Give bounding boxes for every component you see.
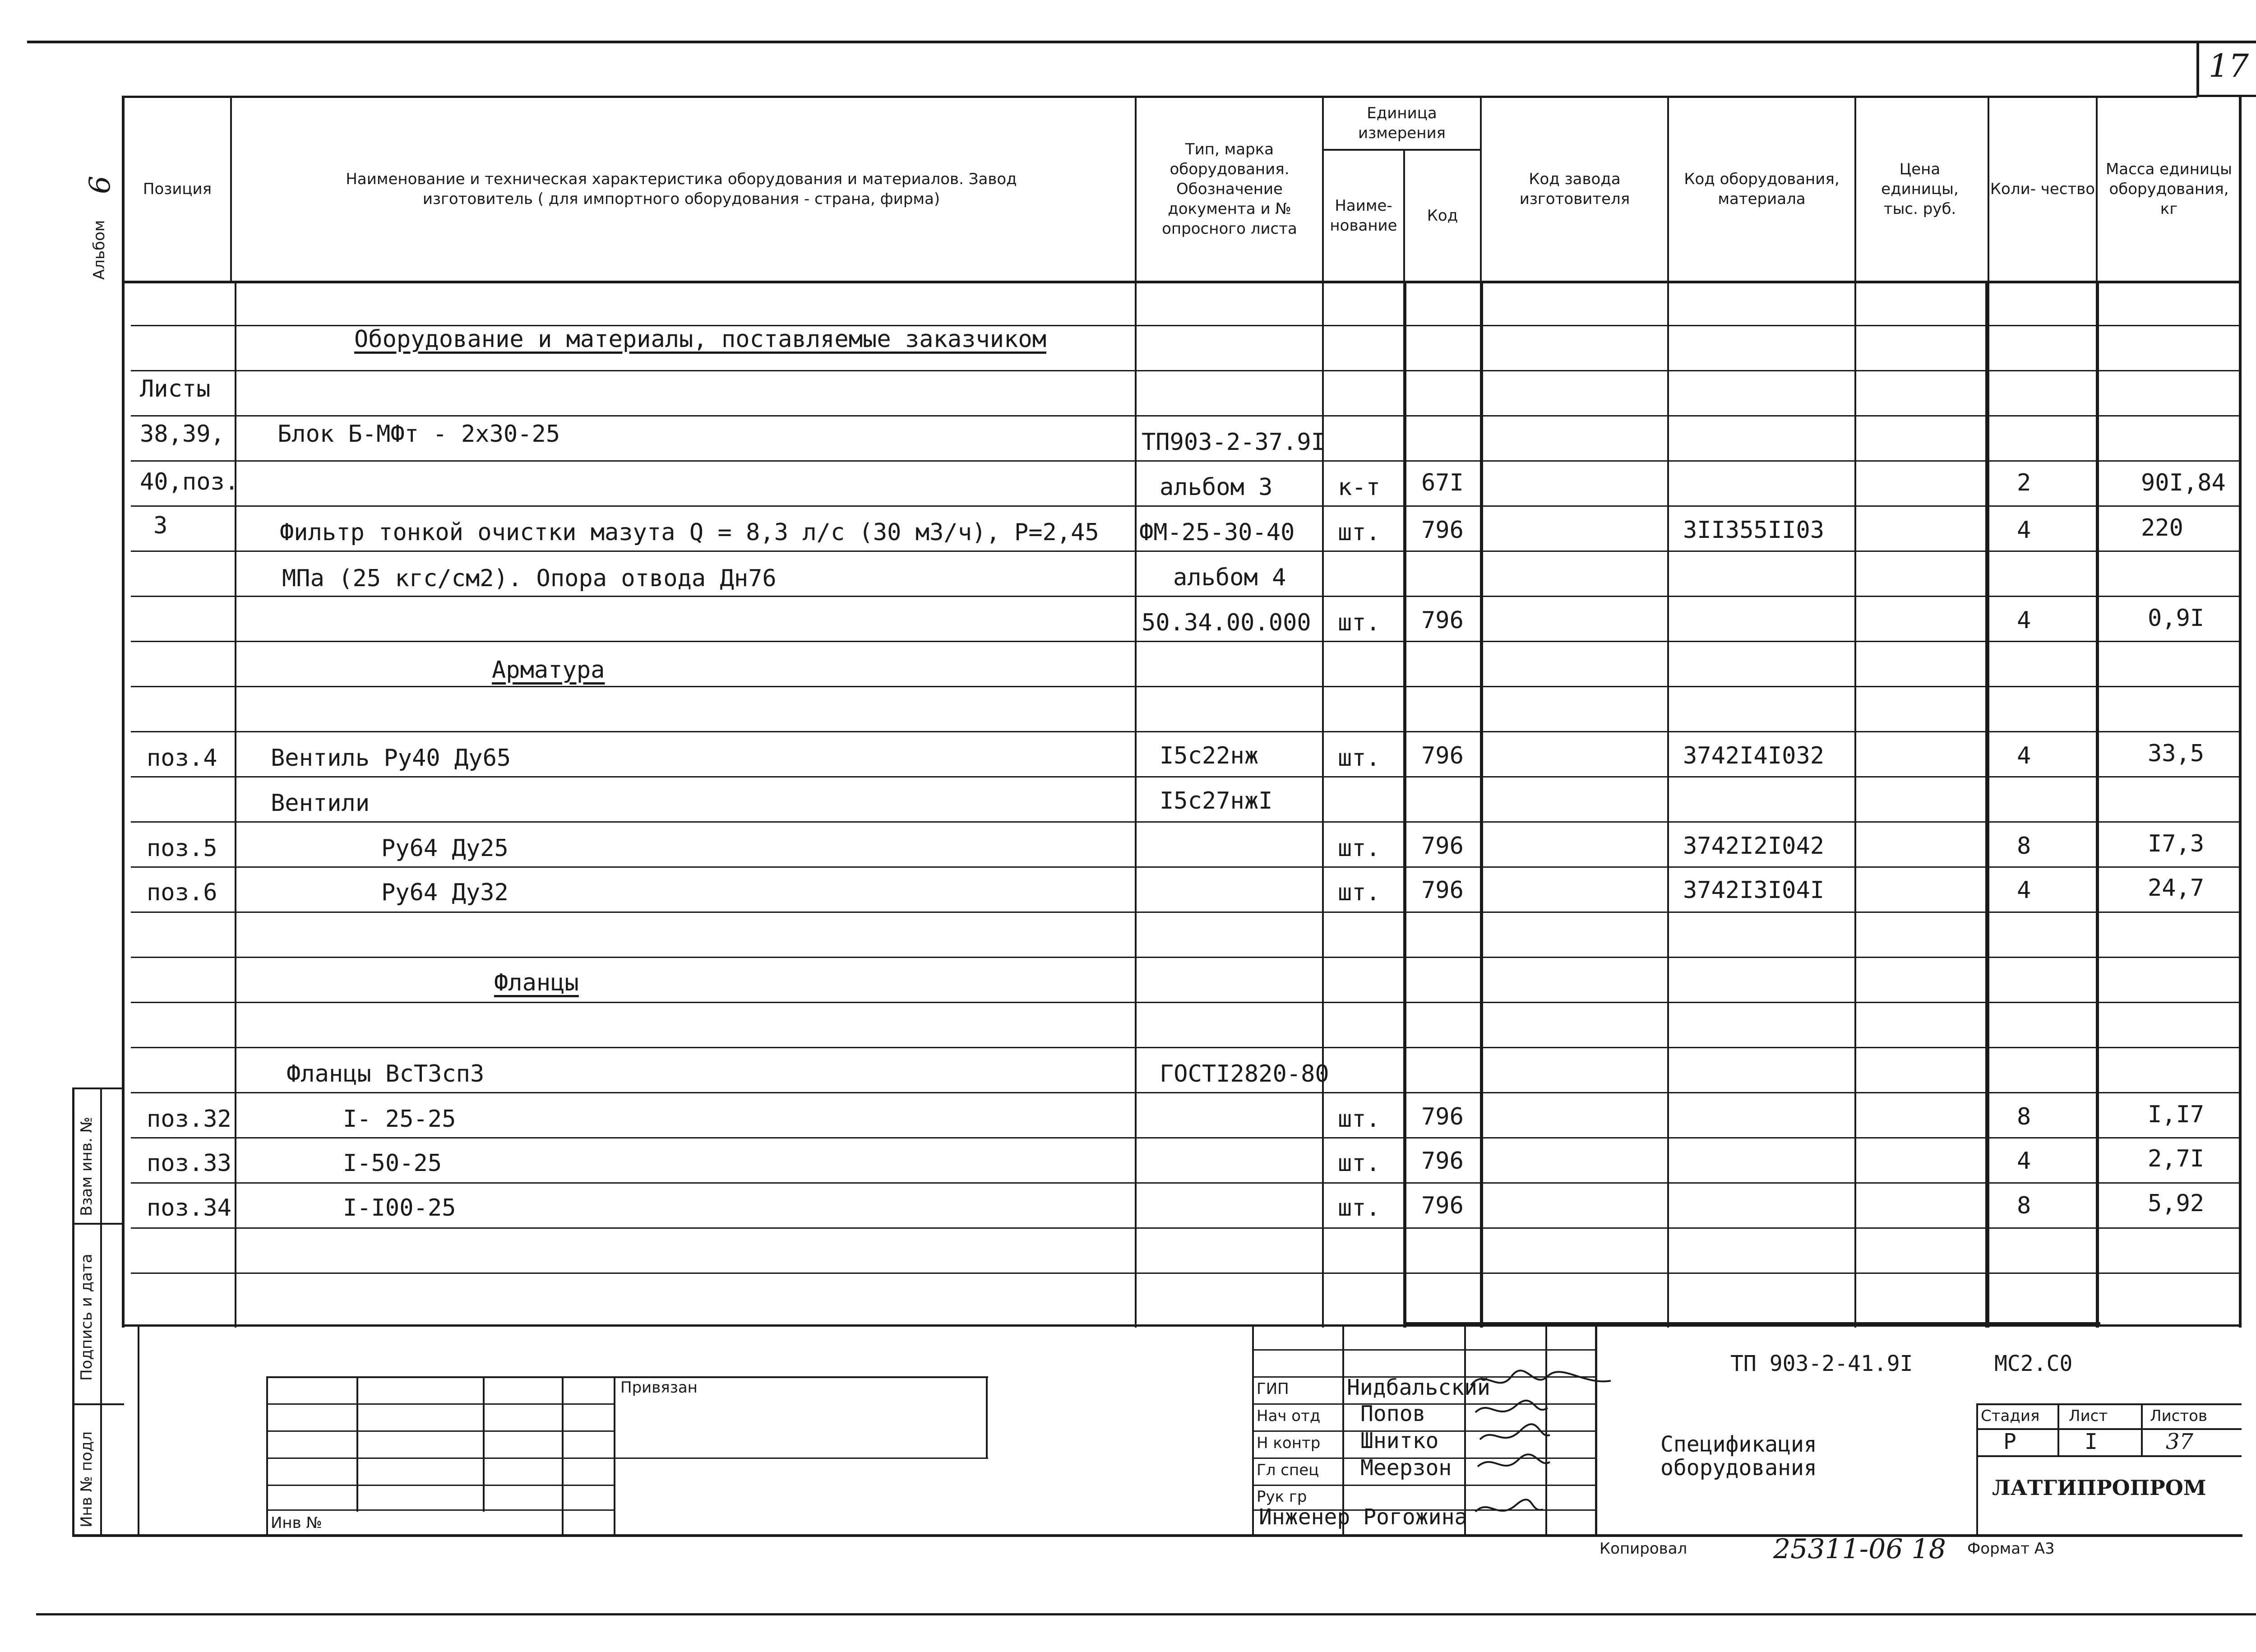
table-row-type: ГОСТI2820-80	[1160, 1060, 1329, 1087]
table-row-name: I- 25-25	[343, 1106, 456, 1133]
table-row-mass: 24,7	[2148, 875, 2205, 902]
table-row-unit: шт.	[1338, 1150, 1380, 1177]
side-stamp-inv-podl: Инв № подл	[78, 1431, 96, 1527]
row-line	[131, 686, 2242, 687]
corner-box-left	[2196, 42, 2199, 97]
table-row-code: 67I	[1421, 469, 1464, 496]
col-line-equip	[1854, 96, 1856, 1328]
priv-line	[266, 1458, 988, 1459]
title-vline	[1976, 1403, 1978, 1536]
sheets-label: Листов	[2150, 1407, 2208, 1425]
header-equip-code: Код оборудования, материала	[1684, 170, 1840, 208]
section-title-flanges: Фланцы	[494, 969, 579, 996]
role-gl-spec: Гл спец	[1257, 1461, 1319, 1479]
table-row-pos: поз.4	[147, 745, 217, 772]
top-border-line	[27, 41, 2256, 43]
role-n-kontr: Н контр	[1257, 1434, 1321, 1452]
row-line	[131, 1273, 2242, 1274]
doc-mark: МС2.С0	[1994, 1351, 2073, 1376]
table-row-name: Блок Б-МФт - 2х30-25	[277, 421, 560, 448]
side-stamp-inv-vzam: Взам инв. №	[78, 1116, 96, 1216]
table-row-code: 796	[1421, 517, 1464, 544]
side-stamp-left	[72, 1087, 74, 1536]
table-row-name: Вентиль Ру40 Ду65	[271, 745, 511, 772]
table-row-type: I5с22нж	[1160, 742, 1259, 769]
table-row-type: I5с27нжI	[1160, 787, 1273, 814]
table-row-mass: 33,5	[2148, 740, 2205, 767]
bottom-block-left	[138, 1324, 139, 1536]
priv-vline	[986, 1376, 988, 1458]
table-row-pos: поз.32	[147, 1106, 231, 1133]
table-row-qty: 8	[2017, 833, 2031, 860]
doc-code: ТП 903-2-41.9I	[1730, 1351, 1913, 1376]
row-line	[131, 415, 2242, 416]
side-stamp-top	[72, 1087, 124, 1089]
table-row-type: 50.34.00.000	[1142, 609, 1311, 636]
table-row-pos: поз.33	[147, 1150, 231, 1177]
sig-row-line	[1252, 1349, 1595, 1351]
table-row-code: 796	[1421, 607, 1464, 634]
table-row-code: 796	[1421, 742, 1464, 769]
table-row-unit: шт.	[1338, 609, 1380, 636]
col-line-name	[1135, 96, 1137, 1328]
table-row-type: ФМ-25-30-40	[1139, 519, 1295, 546]
table-row-code: 796	[1421, 1148, 1464, 1175]
format-label: Формат А3	[1967, 1540, 2055, 1558]
name-n-kontr: Шнитко	[1360, 1428, 1439, 1453]
table-row-qty: 4	[2017, 607, 2031, 634]
table-row-qty: 4	[2017, 742, 2031, 769]
priv-vline	[356, 1376, 358, 1512]
title-vline	[2141, 1403, 2143, 1455]
header-unit-group: Единица измерения	[1358, 104, 1446, 142]
table-row-equip: 3742I2I042	[1683, 833, 1825, 860]
col-line-pos	[230, 96, 232, 281]
sheet-corner-number: 17	[2209, 47, 2249, 84]
row-line	[131, 1092, 2242, 1093]
table-row-pos: поз.34	[147, 1194, 231, 1222]
role-gip: ГИП	[1257, 1380, 1289, 1398]
org-name: ЛАТГИПРОПРОМ	[1992, 1476, 2206, 1500]
table-row-unit: шт.	[1338, 1106, 1380, 1133]
role-nach-otd: Нач отд	[1257, 1407, 1321, 1425]
doc-title: Спецификация оборудования	[1660, 1432, 1817, 1481]
table-row-mass: 5,92	[2148, 1190, 2205, 1217]
header-qty: Коли- чество	[1990, 180, 2095, 198]
table-row-equip: 3742I4I032	[1683, 742, 1825, 769]
title-vline	[2057, 1403, 2059, 1455]
table-row-pos: поз.6	[147, 879, 217, 906]
table-row-type: альбом 4	[1173, 564, 1286, 591]
sheets-value: 37	[2166, 1429, 2194, 1454]
header-factory-code: Код завода изготовителя	[1519, 170, 1630, 208]
copied-label: Копировал	[1600, 1540, 1687, 1558]
row-line	[131, 370, 2242, 371]
table-row-code: 796	[1421, 877, 1464, 904]
table-row-type: ТП903-2-37.9I	[1142, 429, 1325, 456]
thick-code-right	[1480, 281, 1483, 1328]
sheet-label: Лист	[2069, 1407, 2108, 1425]
side-stamp-line	[72, 1403, 124, 1405]
header-position: Позиция	[143, 180, 212, 198]
name-nach-otd: Попов	[1360, 1401, 1426, 1426]
inv-no-label: Инв №	[271, 1514, 322, 1532]
table-row-qty: 8	[2017, 1192, 2031, 1219]
row-line	[131, 1227, 2242, 1229]
row-line	[131, 776, 2242, 777]
table-row-qty: 4	[2017, 877, 2031, 904]
header-price: Цена единицы, тыс. руб.	[1881, 160, 1959, 218]
table-row-code: 796	[1421, 1192, 1464, 1219]
table-row-name: МПа (25 кгс/см2). Опора отвода Дн76	[282, 565, 777, 592]
table-row-qty: 4	[2017, 517, 2031, 544]
row-line	[131, 460, 2242, 462]
row-line	[131, 1047, 2242, 1048]
title-row-line	[1976, 1403, 2242, 1405]
table-row-mass: 220	[2141, 514, 2183, 541]
table-row-name: Фланцы ВсТ3сп3	[287, 1060, 485, 1087]
row-line	[131, 505, 2242, 507]
thick-qty-right	[2096, 281, 2099, 1328]
table-row-unit: шт.	[1338, 835, 1380, 862]
table-row-pos: Листы	[140, 375, 211, 403]
header-type: Тип, марка оборудования. Обозначение документа и № опросного листа	[1162, 140, 1297, 238]
side-stamp-sign-date: Подпись и дата	[78, 1254, 96, 1381]
table-row-code: 796	[1421, 833, 1464, 860]
stage-value: Р	[2003, 1429, 2016, 1454]
table-row-qty: 8	[2017, 1103, 2031, 1130]
header-unit-name: Наиме- нование	[1330, 197, 1397, 235]
header-unit-code: Код	[1427, 207, 1458, 225]
table-row-qty: 4	[2017, 1148, 2031, 1175]
thick-qty-left	[1985, 281, 1988, 1328]
row-line	[131, 641, 2242, 642]
header-name: Наименование и техническая характеристика оборудования и материалов. Завод изготовитель ( для импортного оборудования - страна, фирма)	[346, 170, 1017, 208]
table-row-name: Вентили	[271, 790, 370, 817]
table-row-unit: шт.	[1338, 879, 1380, 906]
row-line	[131, 551, 2242, 552]
table-row-unit: шт.	[1338, 745, 1380, 772]
copy-number: 25311-06 18	[1773, 1533, 1946, 1565]
table-row-equip: 3742I3I04I	[1683, 877, 1825, 904]
table-row-pos: поз.5	[147, 835, 217, 862]
sheet-value: I	[2085, 1429, 2098, 1454]
album-number: 6	[83, 176, 117, 194]
table-row-mass: 0,9I	[2148, 605, 2205, 632]
header-bottom-line	[122, 281, 2242, 283]
table-row-unit: шт.	[1338, 1194, 1380, 1222]
bottom-border-line	[36, 1613, 2256, 1615]
table-row-qty: 2	[2017, 469, 2031, 496]
table-row-type: альбом 3	[1160, 474, 1273, 501]
priv-vline	[266, 1376, 268, 1536]
row-line	[131, 866, 2242, 868]
priv-vline	[562, 1376, 564, 1536]
table-row-name: Фильтр тонкой очистки мазута Q = 8,3 л/с (30 м3/ч), P=2,45	[280, 519, 1099, 546]
header-mass: Масса единицы оборудования, кг	[2105, 160, 2233, 218]
table-row-name: I-50-25	[343, 1150, 442, 1177]
table-row-mass: 2,7I	[2148, 1145, 2205, 1172]
privyazan-label: Привязан	[620, 1379, 698, 1397]
row-line	[131, 596, 2242, 597]
table-row-name: Ру64 Ду25	[381, 835, 509, 862]
table-row-mass: I7,3	[2148, 830, 2205, 857]
row-line	[131, 731, 2242, 732]
album-label: Альбом	[90, 220, 108, 280]
role-ruk-gr: Рук гр	[1257, 1488, 1307, 1506]
stage-label: Стадия	[1981, 1407, 2040, 1425]
priv-vline	[483, 1376, 485, 1512]
row-line	[131, 957, 2242, 958]
name-gl-spec: Меерзон	[1360, 1455, 1452, 1481]
row-line	[131, 912, 2242, 913]
table-row-pos: 3	[153, 512, 168, 539]
priv-vline	[614, 1376, 615, 1536]
table-row-unit: к-т	[1338, 474, 1380, 501]
table-row-name: Ру64 Ду32	[381, 879, 509, 906]
bottom-block-top	[122, 1324, 2242, 1327]
title-row-line	[1976, 1455, 2242, 1457]
signature-marks	[1466, 1363, 1647, 1530]
row-line	[131, 821, 2242, 823]
table-row-mass: 90I,84	[2141, 469, 2226, 496]
side-stamp-mid	[100, 1087, 102, 1536]
thick-code-left	[1403, 281, 1406, 1328]
priv-top	[266, 1376, 988, 1378]
table-row-mass: I,I7	[2148, 1101, 2205, 1128]
row-line	[131, 1137, 2242, 1138]
section-title-fittings: Арматура	[492, 657, 605, 684]
table-row-pos: 38,39,	[140, 421, 225, 448]
side-stamp-line	[72, 1223, 124, 1225]
col-line-pos-body	[235, 281, 236, 1328]
table-row-code: 796	[1421, 1103, 1464, 1130]
section-title-customer: Оборудование и материалы, поставляемые заказчиком	[354, 326, 1047, 353]
name-gip: Нидбальский	[1347, 1375, 1490, 1400]
corner-box-bottom	[2196, 95, 2256, 97]
row-line	[131, 1182, 2242, 1184]
table-row-name: I-I00-25	[343, 1194, 456, 1222]
row-line	[131, 1002, 2242, 1003]
name-engineer: Инженер Рогожина	[1259, 1504, 1468, 1530]
table-row-equip: 3II355II03	[1683, 517, 1825, 544]
table-row-pos: 40,поз.	[140, 468, 239, 495]
table-row-unit: шт.	[1338, 519, 1380, 546]
